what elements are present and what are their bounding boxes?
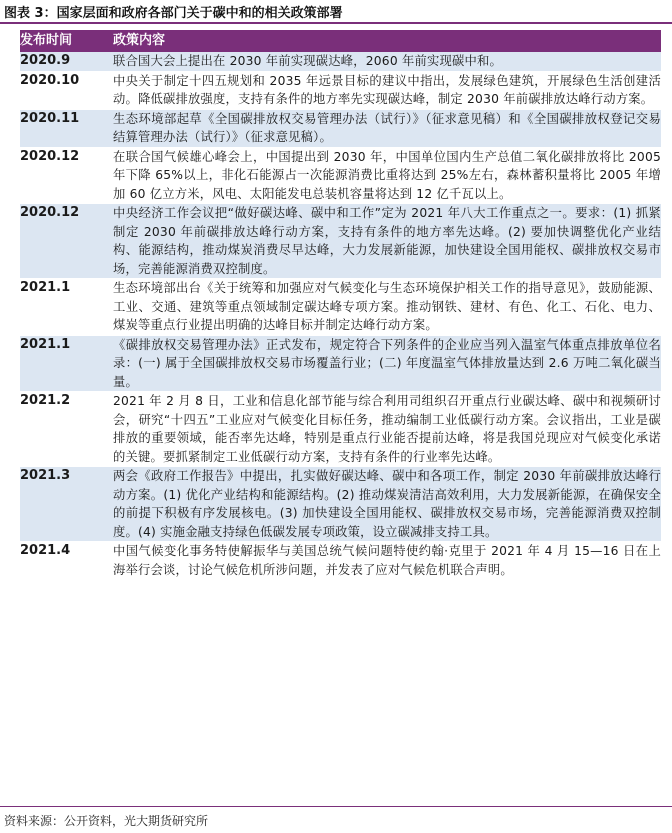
row-content: 联合国大会上提出在 2030 年前实现碳达峰，2060 年前实现碳中和。 (113, 52, 661, 71)
table-row (20, 71, 661, 109)
row-date: 2021.1 (20, 335, 113, 392)
row-date: 2020.12 (20, 147, 113, 204)
figure-title: 图表 3：国家层面和政府各部门关于碳中和的相关政策部署 (4, 6, 343, 21)
table-row (20, 204, 661, 279)
row-content: 生态环境部出台《关于统筹和加强应对气候变化与生态环境保护相关工作的指导意见》，鼓励能源、工业、交通、建筑等重点领域制定碳达峰专项方案。推动钢铁、建材、有色、化工、石化、电力、煤炭等重点行业提出明确的达峰目标并制定达峰行动方案。 (113, 279, 661, 336)
row-date: 2020.10 (20, 71, 113, 109)
row-content: 中国气候变化事务特使解振华与美国总统气候问题特使约翰·克里于 2021 年 4 月 15—16 日在上海举行会谈，讨论气候危机所涉问题，并发表了应对气候危机联合声明。 (113, 542, 661, 580)
row-date: 2021.4 (20, 542, 113, 580)
row-date: 2020.9 (20, 52, 113, 71)
table-row (20, 52, 661, 71)
row-content: 《碳排放权交易管理办法》正式发布，规定符合下列条件的企业应当列入温室气体重点排放单位名录：(一) 属于全国碳排放权交易市场覆盖行业；(二) 年度温室气体排放量达到 2.6 万吨二氧化碳当量。 (113, 335, 661, 392)
row-date: 2021.1 (20, 279, 113, 336)
row-date: 2021.3 (20, 467, 113, 542)
table-row (20, 542, 661, 580)
row-date: 2020.12 (20, 204, 113, 279)
row-content: 生态环境部起草《全国碳排放权交易管理办法（试行）》（征求意见稿）和《全国碳排放权登记交易结算管理办法（试行）》（征求意见稿）。 (113, 109, 661, 147)
policy-table (20, 30, 661, 580)
table-row (20, 279, 661, 336)
row-content: 中央关于制定十四五规划和 2035 年远景目标的建议中指出，发展绿色建筑，开展绿色生活创建活动。降低碳排放强度，支持有条件的地方率先实现碳达峰，制定 2030 年前碳排放达峰行动方案。 (113, 71, 661, 109)
table-row (20, 335, 661, 392)
row-content: 在联合国气候雄心峰会上，中国提出到 2030 年，中国单位国内生产总值二氧化碳排放将比 2005 年下降 65%以上，非化石能源占一次能源消费比重将达到 25%左右，森林蓄积量将比 2005 年增加 60 亿立方米，风电、太阳能发电总装机容量将达到 12 亿千瓦以上。 (113, 147, 661, 204)
source-note: 资料来源：公开资料，光大期货研究所 (4, 814, 209, 828)
footer-divider (0, 806, 672, 807)
table-header-row (20, 30, 661, 52)
row-content: 2021 年 2 月 8 日，工业和信息化部节能与综合利用司组织召开重点行业碳达峰、碳中和视频研讨会，研究“十四五”工业应对气候变化目标任务，推动编制工业低碳行动方案。会议指出，工业是碳排放的重要领域，能否率先达峰，特别是重点行业能否提前达峰，将是我国兑现应对气候变化承诺的关键。要抓紧制定工业低碳行动方案，支持有条件的行业率先达峰。 (113, 392, 661, 467)
header-date: 发布时间 (20, 30, 113, 52)
header-content: 政策内容 (113, 30, 661, 52)
table-row (20, 467, 661, 542)
row-content: 两会《政府工作报告》中提出，扎实做好碳达峰、碳中和各项工作，制定 2030 年前碳排放达峰行动方案。(1) 优化产业结构和能源结构。(2) 推动煤炭清洁高效利用，大力发展新能源，在确保安全的前提下积极有序发展核电。(3) 加快建设全国用能权、碳排放权交易市场，完善能源消费双控制度。(4) 实施金融支持绿色低碳发展专项政策，设立碳减排支持工具。 (113, 467, 661, 542)
table-row (20, 147, 661, 204)
title-divider (0, 22, 672, 24)
row-date: 2021.2 (20, 392, 113, 467)
table-row (20, 392, 661, 467)
row-content: 中央经济工作会议把“做好碳达峰、碳中和工作”定为 2021 年八大工作重点之一。要求：(1) 抓紧制定 2030 年前碳排放达峰行动方案，支持有条件的地方率先达峰。(2) 要加快调整优化产业结构、能源结构，推动煤炭消费尽早达峰，大力发展新能源，加快建设全国用能权、碳排放权交易市场，完善能源消费双控制度。 (113, 204, 661, 279)
table-row (20, 109, 661, 147)
row-date: 2020.11 (20, 109, 113, 147)
